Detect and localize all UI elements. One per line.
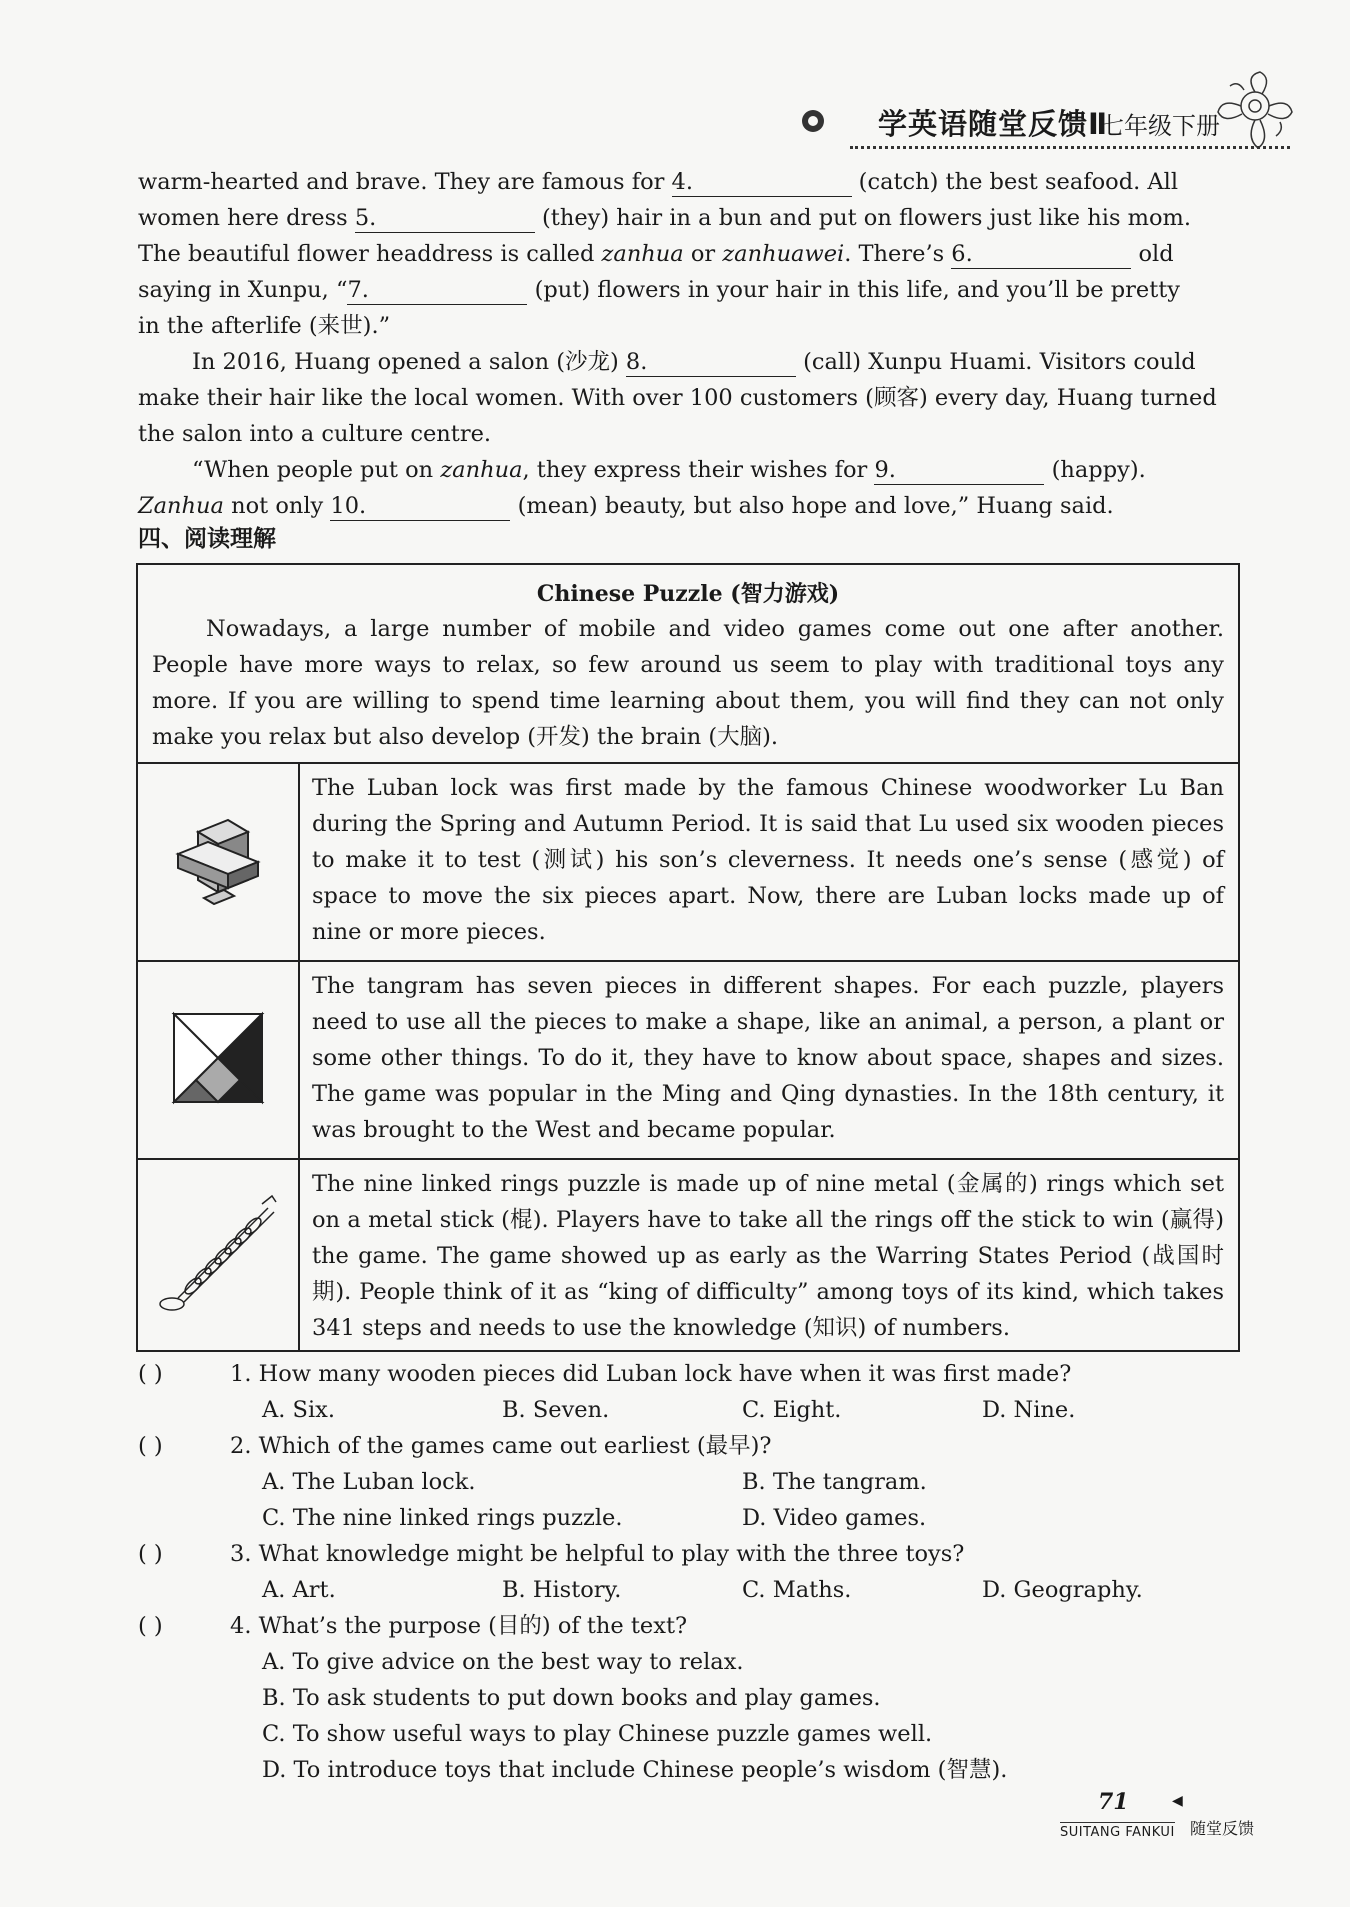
answer-bracket[interactable]: ( ) — [138, 1361, 163, 1387]
option-a[interactable]: A. Six. — [262, 1397, 336, 1423]
option-c[interactable]: C. To show useful ways to play Chinese puzzle games well. — [262, 1721, 933, 1747]
page-header — [790, 96, 1310, 156]
reading-table — [136, 563, 1240, 1352]
option-a[interactable]: A. Art. — [262, 1577, 336, 1603]
passage-line: saying in Xunpu, “7. (put) flowers in your hair in this life, and you’ll be pretty — [138, 277, 1181, 303]
luban-lock-image — [138, 762, 300, 960]
book-subtitle: 七年级下册 — [1100, 112, 1220, 140]
section-heading: 四、阅读理解 — [138, 526, 276, 552]
footer-brand: SUITANG FANKUI — [1060, 1822, 1175, 1840]
flower-ornament-icon — [1210, 66, 1300, 156]
nine-rings-image — [138, 1158, 300, 1350]
bullet-circle-icon — [802, 110, 824, 132]
option-a[interactable]: A. To give advice on the best way to relax. — [262, 1649, 744, 1675]
tangram-icon — [138, 960, 298, 1158]
tangram-row — [138, 960, 1238, 1160]
option-c[interactable]: C. The nine linked rings puzzle. — [262, 1505, 623, 1531]
blank-10[interactable]: 10. — [330, 492, 510, 521]
luban-lock-icon — [138, 762, 298, 960]
option-c[interactable]: C. Maths. — [742, 1577, 852, 1603]
book-title: 学英语随堂反馈Ⅱ — [878, 107, 1109, 141]
passage-line: The beautiful flower headdress is called zanhua or zanhuawei. There’s 6. old — [138, 241, 1174, 267]
rings-row — [138, 1158, 1238, 1350]
option-d[interactable]: D. To introduce toys that include Chinese people’s wisdom (智慧). — [262, 1757, 1008, 1783]
question-text: 1. How many wooden pieces did Luban lock have when it was first made? — [230, 1361, 1072, 1387]
blank-4[interactable]: 4. — [672, 168, 852, 197]
answer-bracket[interactable]: ( ) — [138, 1541, 163, 1567]
option-a[interactable]: A. The Luban lock. — [262, 1469, 476, 1495]
footer-logo: 随堂反馈 — [1190, 1819, 1255, 1838]
question-text: 4. What’s the purpose (目的) of the text? — [230, 1613, 688, 1639]
question-text: 2. Which of the games came out earliest (最早)? — [230, 1433, 772, 1459]
reading-title: Chinese Puzzle (智力游戏) — [536, 581, 840, 607]
passage-line: warm-hearted and brave. They are famous for 4. (catch) the best seafood. All — [138, 169, 1179, 195]
passage-paragraph: “When people put on zanhua, they express their wishes for 9. (happy). Zanhua not only 10. (mean) beauty, but also hope and love,” Huang said. — [138, 457, 1146, 519]
option-d[interactable]: D. Geography. — [982, 1577, 1143, 1603]
reading-intro-text: Nowadays, a large number of mobile and video games come out one after another. People have more ways to relax, so few around us seem to play with traditional toys any more. If you are willing to spend time learning about them, you will find they can not only make you relax but also develop (开发) the brain (大脑). — [152, 616, 1224, 750]
option-d[interactable]: D. Video games. — [742, 1505, 927, 1531]
tangram-image — [138, 960, 300, 1158]
answer-bracket[interactable]: ( ) — [138, 1613, 163, 1639]
reading-intro — [138, 565, 1238, 764]
option-d[interactable]: D. Nine. — [982, 1397, 1076, 1423]
question-text: 3. What knowledge might be helpful to play with the three toys? — [230, 1541, 965, 1567]
nine-rings-icon — [138, 1158, 298, 1350]
page-number: 71 — [1098, 1789, 1129, 1815]
blank-8[interactable]: 8. — [626, 348, 796, 377]
passage-line: women here dress 5. (they) hair in a bun and put on flowers just like his mom. — [138, 205, 1192, 231]
option-b[interactable]: B. To ask students to put down books and play games. — [262, 1685, 881, 1711]
blank-7[interactable]: 7. — [347, 276, 527, 305]
rings-description: The nine linked rings puzzle is made up of nine metal (金属的) rings which set on a metal stick (棍). Players have to take all the rings off the stick to win (赢得) the game. The game showed up as early as the Warring States Period (战国时期). People think of it as “king of difficulty” among toys of its kind, which takes 341 steps and needs to use the knowledge (知识) of numbers. — [312, 1171, 1224, 1341]
luban-description: The Luban lock was first made by the famous Chinese woodworker Lu Ban during the Spring and Autumn Period. It is said that Lu used six wooden pieces to make it to test (测试) his son’s cleverness. It needs one’s sense (感觉) of space to move the six pieces apart. Now, there are Luban locks made up of nine or more pieces. — [312, 775, 1224, 945]
option-b[interactable]: B. Seven. — [502, 1397, 610, 1423]
blank-5[interactable]: 5. — [355, 204, 535, 233]
option-b[interactable]: B. The tangram. — [742, 1469, 927, 1495]
answer-bracket[interactable]: ( ) — [138, 1433, 163, 1459]
passage-text — [138, 164, 1238, 524]
blank-6[interactable]: 6. — [951, 240, 1131, 269]
arrow-left-icon: ◀ — [1172, 1793, 1183, 1809]
luban-row — [138, 762, 1238, 962]
option-c[interactable]: C. Eight. — [742, 1397, 842, 1423]
passage-paragraph: In 2016, Huang opened a salon (沙龙) 8. (call) Xunpu Huami. Visitors could make their hair like the local women. With over 100 customers (顾客) every day, Huang turned the salon into a culture centre. — [138, 349, 1217, 447]
passage-line: in the afterlife (来世).” — [138, 313, 391, 339]
option-b[interactable]: B. History. — [502, 1577, 622, 1603]
tangram-description: The tangram has seven pieces in different shapes. For each puzzle, players need to use all the pieces to make a shape, like an animal, a person, a plant or some other things. To do it, they have to know about space, shapes and sizes. The game was popular in the Ming and Qing dynasties. In the 18th century, it was brought to the West and became popular. — [312, 973, 1224, 1143]
blank-9[interactable]: 9. — [874, 456, 1044, 485]
